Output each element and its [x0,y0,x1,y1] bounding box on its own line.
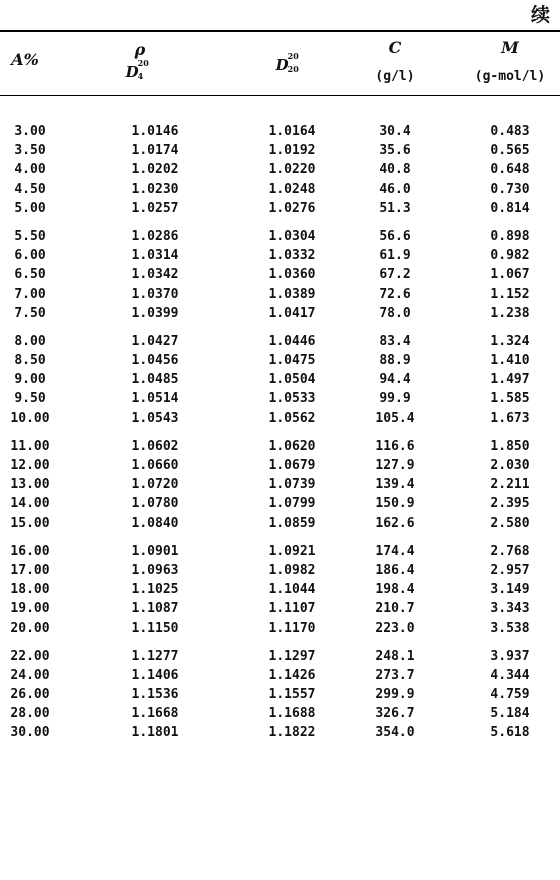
cell-density-d4: 1.0660 [131,458,179,473]
cell-density-d20: 1.1557 [268,687,316,703]
cell-a-percent: 18.00 [10,582,50,598]
header-d20-symbol: D 20 20 [275,51,299,74]
cell-m: 1.152 [490,286,530,302]
cell-density-d20: 1.0248 [268,181,316,197]
cell-m: 1.673 [490,410,530,426]
cell-density-d20: 1.0304 [268,228,316,244]
cell-density-d20: 1.1044 [268,582,316,598]
cell-c: 88.9 [379,353,411,369]
cell-c: 99.9 [379,391,411,407]
cell-density-d20: 1.0620 [268,438,316,454]
cell-a-percent: 24.00 [10,667,50,683]
cell-m: 1.850 [490,438,530,454]
cell-m: 2.030 [490,458,530,473]
cell-a-percent: 6.50 [14,267,46,283]
table-row [0,229,560,248]
table-row [0,563,560,582]
cell-density-d20: 1.0276 [268,200,316,216]
cell-density-d4: 1.0720 [131,477,179,493]
table-row [0,201,560,220]
cell-density-d20: 1.1107 [268,601,316,617]
cell-a-percent: 7.50 [14,305,46,321]
cell-m: 0.483 [490,124,530,139]
header-density-d20 [250,51,330,74]
table-row [0,162,560,181]
cell-density-d20: 1.0921 [268,543,316,559]
cell-c: 354.0 [375,725,415,741]
header-concentration-percent [0,50,50,69]
cell-c: 105.4 [375,410,415,426]
cell-a-percent: 14.00 [10,496,50,512]
cell-c: 174.4 [375,543,415,559]
cell-a-percent: 9.50 [14,391,46,407]
table-row [0,248,560,267]
cell-density-d4: 1.0514 [131,391,179,407]
cell-density-d4: 1.0602 [131,438,179,454]
table-row [0,621,560,640]
cell-a-percent: 20.00 [10,620,50,636]
cell-m: 3.343 [490,601,530,617]
table-row [0,516,560,535]
table-top-rule [0,30,560,32]
table-row [0,267,560,286]
cell-a-percent: 8.00 [14,333,46,349]
cell-a-percent: 17.00 [10,562,50,578]
cell-m: 4.344 [490,667,530,683]
row-group [0,439,560,535]
table-row [0,582,560,601]
cell-c: 186.4 [375,562,415,578]
cell-density-d4: 1.0230 [131,181,179,197]
cell-m: 4.759 [490,687,530,703]
cell-m: 2.211 [490,477,530,493]
cell-density-d4: 1.1801 [131,725,179,741]
cell-density-d20: 1.0504 [268,372,316,388]
header-m-unit: (g-mol/l) [474,69,546,84]
cell-a-percent: 4.00 [14,162,46,178]
cell-m: 0.898 [490,228,530,244]
cell-c: 30.4 [379,124,411,139]
cell-a-percent: 12.00 [10,458,50,473]
header-a-percent: A% [11,50,39,69]
cell-c: 35.6 [379,143,411,159]
row-group [0,649,560,745]
cell-c: 273.7 [375,667,415,683]
cell-a-percent: 4.50 [14,181,46,197]
cell-a-percent: 30.00 [10,725,50,741]
cell-density-d4: 1.0543 [131,410,179,426]
cell-c: 46.0 [379,181,411,197]
cell-density-d4: 1.0257 [131,200,179,216]
cell-density-d20: 1.0475 [268,353,316,369]
cell-density-d20: 1.0192 [268,143,316,159]
cell-c: 210.7 [375,601,415,617]
cell-density-d20: 1.0446 [268,333,316,349]
cell-a-percent: 13.00 [10,477,50,493]
cell-a-percent: 8.50 [14,353,46,369]
cell-density-d4: 1.1668 [131,706,179,722]
table-row [0,334,560,353]
table-row [0,544,560,563]
cell-m: 3.149 [490,582,530,598]
cell-density-d20: 1.1170 [268,620,316,636]
cell-a-percent: 28.00 [10,706,50,722]
cell-density-d20: 1.0679 [268,458,316,473]
cell-m: 2.957 [490,562,530,578]
cell-density-d4: 1.0202 [131,162,179,178]
header-c-unit: (g/l) [375,69,415,84]
table-row [0,182,560,201]
row-group [0,229,560,325]
header-m: M [501,38,519,57]
cell-density-d4: 1.0399 [131,305,179,321]
cell-m: 0.814 [490,200,530,216]
cell-density-d4: 1.1150 [131,620,179,636]
table-row [0,287,560,306]
cell-m: 5.618 [490,725,530,741]
cell-m: 0.982 [490,248,530,264]
cell-c: 67.2 [379,267,411,283]
cell-density-d20: 1.0164 [268,124,316,139]
cell-m: 1.585 [490,391,530,407]
cell-density-d20: 1.0332 [268,248,316,264]
cell-density-d4: 1.1536 [131,687,179,703]
cell-a-percent: 5.50 [14,228,46,244]
table-row [0,439,560,458]
header-c: C [388,38,402,57]
row-group [0,124,560,220]
cell-density-d20: 1.1688 [268,706,316,722]
header-d4-symbol: D 20 4 [125,58,149,81]
cell-density-d20: 1.0389 [268,286,316,302]
cell-a-percent: 26.00 [10,687,50,703]
cell-c: 127.9 [375,458,415,473]
cell-density-d4: 1.1025 [131,582,179,598]
table-row [0,649,560,668]
table-row [0,496,560,515]
cell-density-d4: 1.1087 [131,601,179,617]
row-group [0,544,560,640]
cell-density-d4: 1.0840 [131,515,179,531]
cell-m: 5.184 [490,706,530,722]
table-row [0,391,560,410]
cell-a-percent: 15.00 [10,515,50,531]
table-row [0,601,560,620]
cell-c: 83.4 [379,333,411,349]
cell-c: 223.0 [375,620,415,636]
table-row [0,668,560,687]
cell-density-d20: 1.0739 [268,477,316,493]
cell-c: 162.6 [375,515,415,531]
header-rho: ρ [134,40,146,59]
cell-a-percent: 6.00 [14,248,46,264]
cell-density-d4: 1.0174 [131,143,179,159]
cell-c: 198.4 [375,582,415,598]
cell-density-d4: 1.1277 [131,648,179,664]
table-row [0,477,560,496]
row-group [0,334,560,430]
cell-a-percent: 22.00 [10,648,50,664]
cell-a-percent: 3.00 [14,124,46,139]
table-row [0,306,560,325]
cell-density-d4: 1.0314 [131,248,179,264]
table-row [0,411,560,430]
cell-density-d4: 1.0963 [131,562,179,578]
cell-m: 1.497 [490,372,530,388]
header-density-d4 [100,40,180,81]
cell-c: 78.0 [379,305,411,321]
cell-m: 0.730 [490,181,530,197]
cell-a-percent: 16.00 [10,543,50,559]
table-body [0,124,560,754]
cell-m: 3.538 [490,620,530,636]
cell-density-d4: 1.0780 [131,496,179,512]
cell-c: 248.1 [375,648,415,664]
cell-a-percent: 7.00 [14,286,46,302]
cell-m: 1.238 [490,305,530,321]
cell-density-d4: 1.0342 [131,267,179,283]
table-row [0,687,560,706]
table-row [0,143,560,162]
cell-a-percent: 19.00 [10,601,50,617]
cell-density-d20: 1.1426 [268,667,316,683]
cell-a-percent: 11.00 [10,438,50,454]
cell-c: 150.9 [375,496,415,512]
cell-a-percent: 3.50 [14,143,46,159]
table-row [0,458,560,477]
cell-m: 2.768 [490,543,530,559]
cell-m: 0.648 [490,162,530,178]
cell-density-d20: 1.0982 [268,562,316,578]
table-row [0,353,560,372]
cell-c: 116.6 [375,438,415,454]
cell-m: 3.937 [490,648,530,664]
cell-a-percent: 10.00 [10,410,50,426]
cell-c: 51.3 [379,200,411,216]
cell-a-percent: 5.00 [14,200,46,216]
cell-c: 139.4 [375,477,415,493]
cell-density-d20: 1.1297 [268,648,316,664]
table-row [0,124,560,143]
cell-density-d4: 1.0286 [131,228,179,244]
header-bottom-rule [0,95,560,96]
cell-a-percent: 9.00 [14,372,46,388]
cell-density-d20: 1.0417 [268,305,316,321]
cell-density-d20: 1.1822 [268,725,316,741]
table-row [0,372,560,391]
cell-density-d4: 1.1406 [131,667,179,683]
cell-density-d20: 1.0533 [268,391,316,407]
header-m-mol-per-liter [460,38,560,84]
header-c-grams-per-liter [355,38,435,84]
cell-density-d20: 1.0799 [268,496,316,512]
cell-c: 72.6 [379,286,411,302]
cell-c: 326.7 [375,706,415,722]
cell-m: 2.395 [490,496,530,512]
cell-m: 0.565 [490,143,530,159]
cell-density-d20: 1.0360 [268,267,316,283]
cell-m: 2.580 [490,515,530,531]
cell-density-d4: 1.0456 [131,353,179,369]
cell-density-d20: 1.0562 [268,410,316,426]
cell-density-d4: 1.0146 [131,124,179,139]
cell-density-d20: 1.0859 [268,515,316,531]
cell-m: 1.410 [490,353,530,369]
cell-density-d4: 1.0485 [131,372,179,388]
cell-m: 1.324 [490,333,530,349]
continued-label: 续 [530,4,550,26]
cell-c: 299.9 [375,687,415,703]
cell-m: 1.067 [490,267,530,283]
table-row [0,706,560,725]
cell-density-d20: 1.0220 [268,162,316,178]
cell-density-d4: 1.0427 [131,333,179,349]
cell-density-d4: 1.0901 [131,543,179,559]
cell-c: 94.4 [379,372,411,388]
cell-c: 40.8 [379,162,411,178]
cell-c: 56.6 [379,228,411,244]
table-row [0,725,560,744]
cell-c: 61.9 [379,248,411,264]
cell-density-d4: 1.0370 [131,286,179,302]
